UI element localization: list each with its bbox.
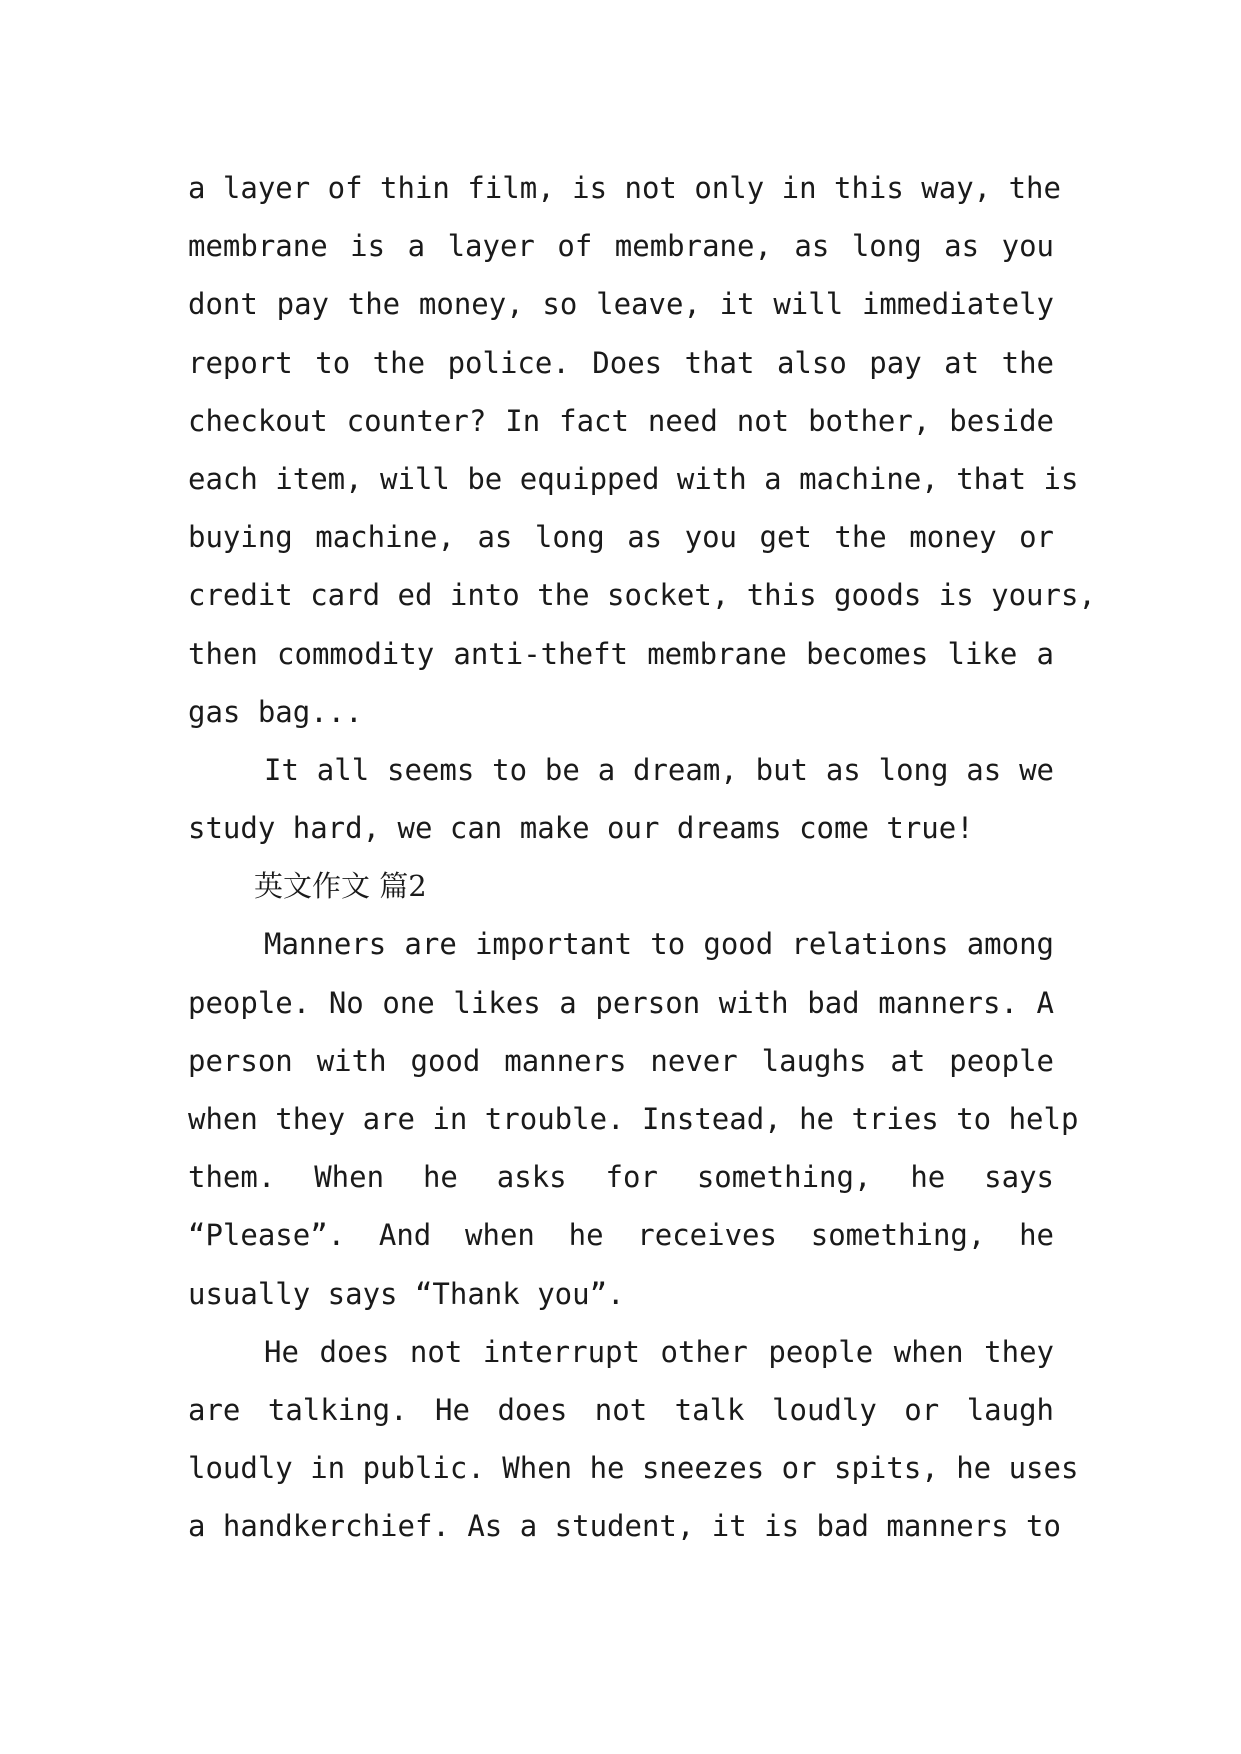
text-line: Manners are important to good relations among: [264, 927, 1054, 962]
text-line: usually says “Thank you”.: [188, 1276, 625, 1311]
text-line: then commodity anti-theft membrane becomes like a: [188, 636, 1054, 671]
text-line: loudly in public. When he sneezes or spits, he uses: [188, 1451, 1079, 1486]
text-line: people. No one likes a person with bad manners. A: [188, 985, 1054, 1020]
text-line: dont pay the money, so leave, it will immediately: [188, 287, 1054, 322]
text-line: each item, will be equipped with a machine, that is: [188, 461, 1079, 496]
text-line: person with good manners never laughs at people: [188, 1043, 1054, 1078]
document-body: [188, 159, 1096, 1556]
text-line: checkout counter? In fact need not bother, beside: [188, 403, 1054, 438]
text-line: a handkerchief. As a student, it is bad manners to: [188, 1509, 1061, 1544]
text-line: buying machine, as long as you get the money or: [188, 520, 1054, 555]
text-line: when they are in trouble. Instead, he tries to help: [188, 1102, 1079, 1136]
text-line: gas bag...: [188, 694, 363, 729]
text-line: them. When he asks for something, he says: [188, 1160, 1054, 1195]
text-line: “Please”. And when he receives something, he: [188, 1218, 1054, 1253]
text-line: credit card ed into the socket, this goods is yours,: [188, 578, 1096, 613]
text-line: are talking. He does not talk loudly or laugh: [188, 1392, 1054, 1427]
text-line: membrane is a layer of membrane, as long as you: [188, 229, 1054, 264]
text-line: report to the police. Does that also pay at the: [188, 345, 1054, 380]
text-line: He does not interrupt other people when they: [264, 1334, 1054, 1369]
section-heading: 英文作文 篇2: [254, 869, 427, 904]
text-line: a layer of thin film, is not only in this way, the: [188, 171, 1061, 205]
text-line: study hard, we can make our dreams come true!: [188, 811, 974, 846]
text-line: It all seems to be a dream, but as long as we: [264, 752, 1054, 787]
